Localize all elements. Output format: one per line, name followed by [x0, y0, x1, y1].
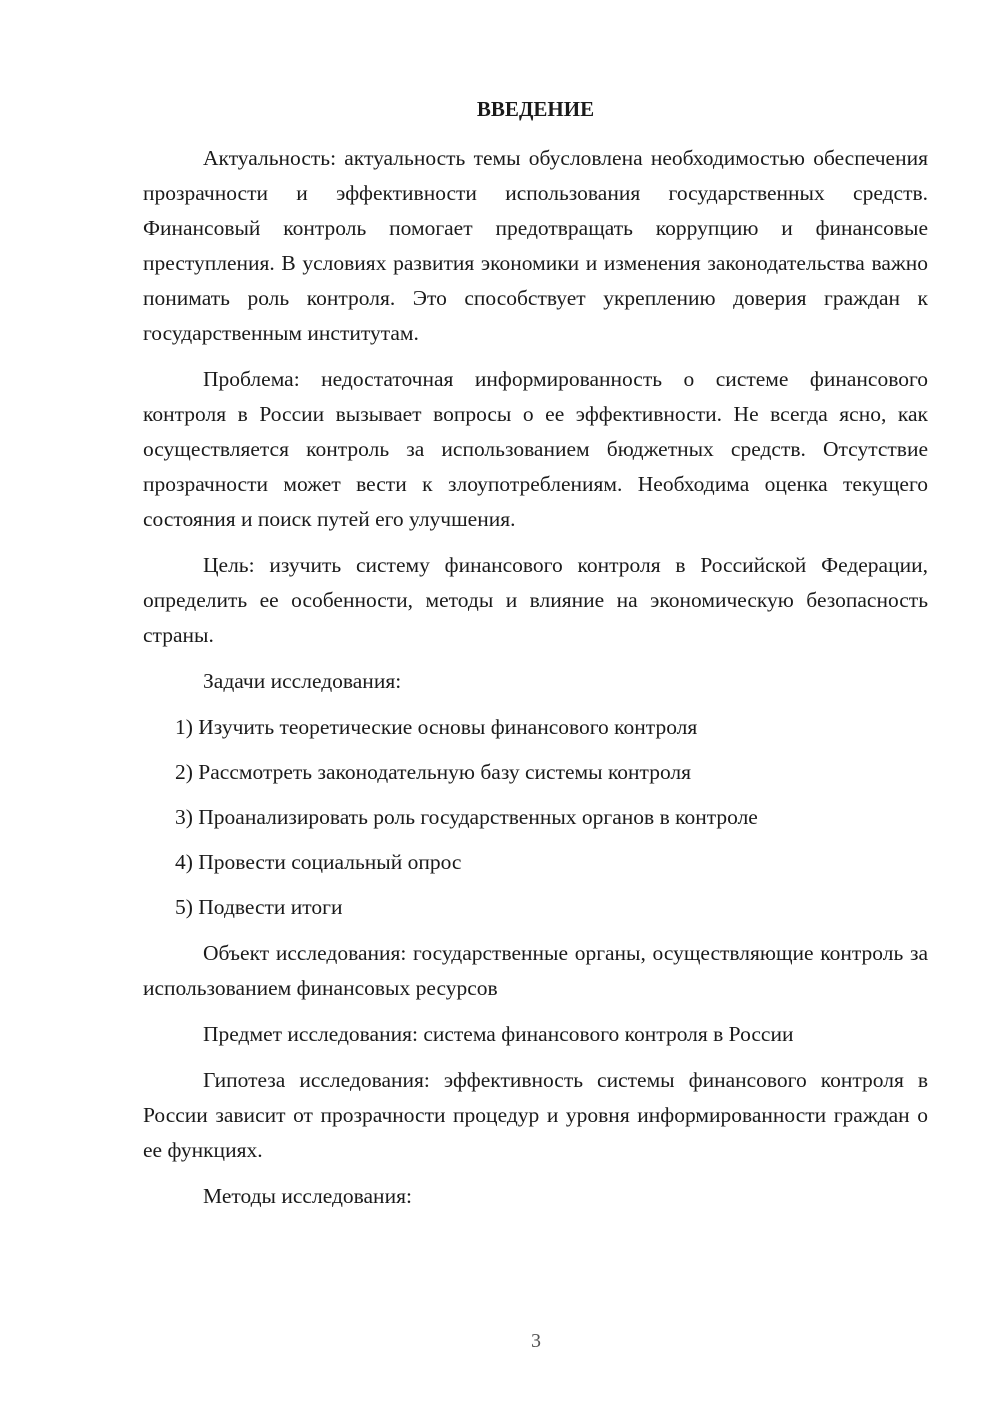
page-number: 3 — [531, 1330, 541, 1352]
tasks-heading: Задачи исследования: — [203, 669, 402, 693]
task-item: 1) Изучить теоретические основы финансового контроля — [175, 715, 698, 739]
hypothesis-paragraph: Гипотеза исследования: эффективность системы финансового контроля в России зависит от прозрачности процедур и уровня информированности граждан о ее функциях. — [143, 1068, 928, 1162]
task-item: 4) Провести социальный опрос — [175, 850, 462, 874]
task-item: 3) Проанализировать роль государственных органов в контроле — [175, 805, 758, 829]
subject-paragraph: Предмет исследования: система финансового контроля в России — [203, 1022, 794, 1046]
object-paragraph: Объект исследования: государственные органы, осуществляющие контроль за использованием финансовых ресурсов — [143, 941, 928, 1000]
task-item: 5) Подвести итоги — [175, 895, 343, 919]
problem-paragraph: Проблема: недостаточная информированность о системе финансового контроля в России вызывает вопросы о ее эффективности. Не всегда ясно, как осуществляется контроль за использованием бюджетных средств. Отсутствие прозрачности может вести к злоупотреблениям. Необходима оценка текущего состояния и поиск путей его улучшения. — [143, 367, 928, 531]
task-item: 2) Рассмотреть законодательную базу системы контроля — [175, 760, 692, 784]
methods-heading: Методы исследования: — [203, 1184, 412, 1208]
goal-paragraph: Цель: изучить систему финансового контроля в Российской Федерации, определить ее особенности, методы и влияние на экономическую безопасность страны. — [143, 553, 928, 647]
relevance-paragraph: Актуальность: актуальность темы обусловлена необходимостью обеспечения прозрачности и эффективности использования государственных средств. Финансовый контроль помогает предотвращать коррупцию и финансовые преступления. В условиях развития экономики и изменения законодательства важно понимать роль контроля. Это способствует укреплению доверия граждан к государственным институтам. — [143, 146, 928, 345]
section-title: ВВЕДЕНИЕ — [476, 97, 595, 121]
tasks-list — [143, 710, 928, 925]
document-page — [143, 92, 928, 1225]
